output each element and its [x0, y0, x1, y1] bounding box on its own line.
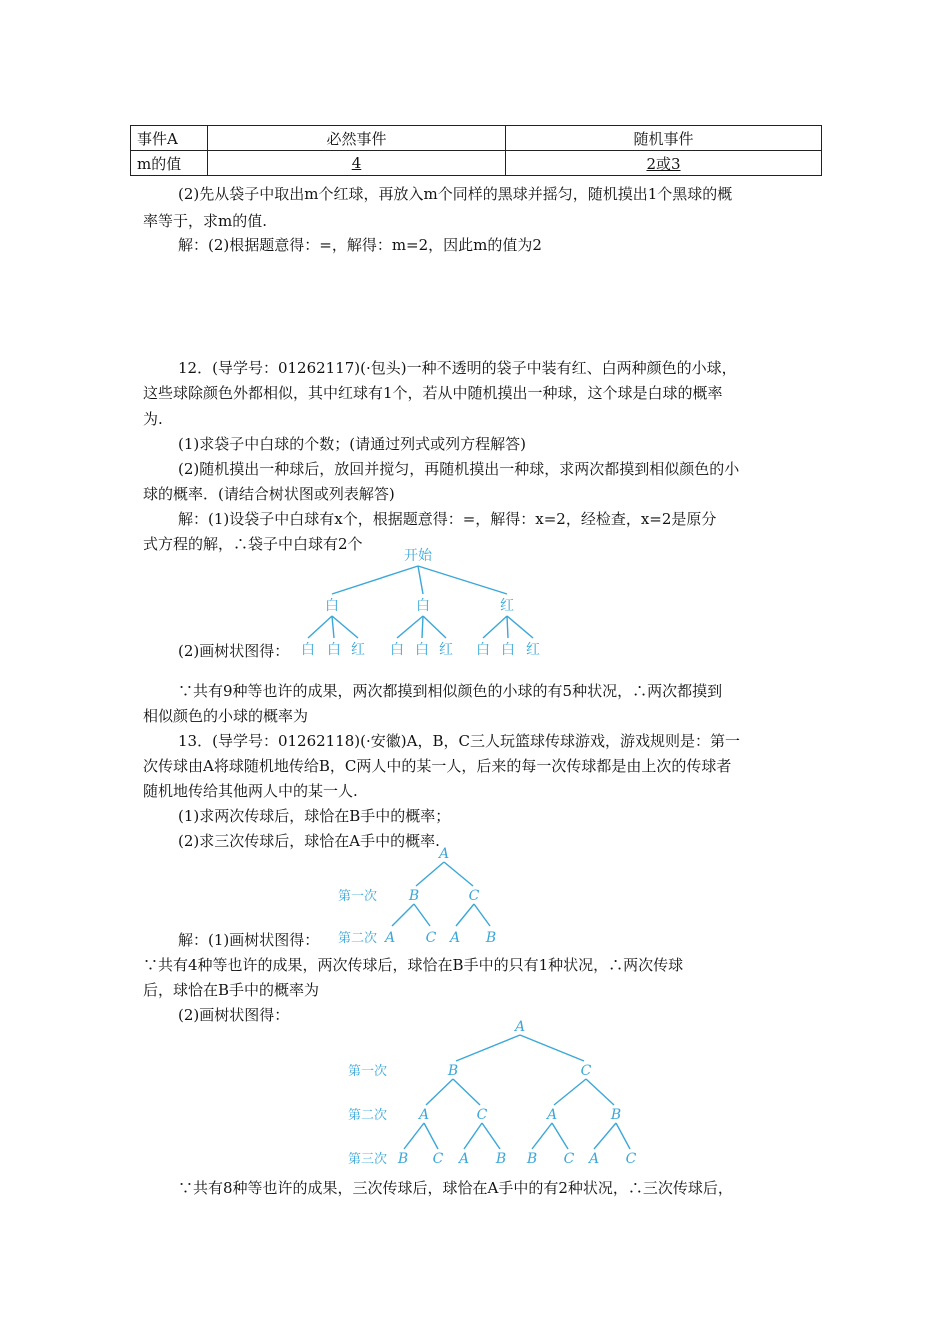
table-cell: m的值 [131, 151, 208, 176]
solution-line: 式方程的解，∴袋子中白球有2个 [143, 535, 363, 553]
question-line: 随机地传给其他两人中的某一人. [143, 782, 358, 800]
row-label: 第一次 [348, 1064, 388, 1079]
table-cell [208, 151, 506, 176]
row-label: 第三次 [348, 1152, 388, 1167]
tree-node: 白 [415, 642, 429, 658]
solution-line: 解：(2)根据题意得：=，解得：m=2，因此m的值为2 [178, 236, 542, 254]
question-line: (2)求三次传球后，球恰在A手中的概率. [178, 832, 440, 850]
solution-line: ∵共有8种等也许的成果，三次传球后，球恰在A手中的有2种状况，∴三次传球后， [178, 1179, 733, 1197]
solution-line: (2)画树状图得： [178, 642, 290, 660]
tree-node: B [447, 1063, 459, 1079]
question-line: 次传球由A将球随机地传给B，C两人中的某一人，后来的每一次传球都是由上次的传球者 [143, 757, 732, 775]
tree-diagram-three-passes [340, 1015, 650, 1170]
tree-node: 白 [327, 642, 341, 658]
tree-node: C [476, 1107, 488, 1123]
tree-node: 白 [501, 642, 515, 658]
solution-line: 解：(1)画树状图得： [178, 931, 320, 949]
table-row [131, 126, 822, 151]
tree-node: B [495, 1151, 507, 1167]
tree-node: C [580, 1063, 592, 1079]
table-row [131, 151, 822, 176]
question-line: 为. [143, 410, 163, 428]
question-line: (2)随机摸出一种球后，放回并搅匀，再随机摸出一种球，求两次都摸到相似颜色的小 [178, 460, 740, 478]
tree-node: C [432, 1151, 444, 1167]
question-line: (1)求两次传球后，球恰在B手中的概率； [178, 807, 451, 825]
solution-line: ∵共有4种等也许的成果，两次传球后，球恰在B手中的只有1种状况，∴两次传球 [143, 956, 684, 974]
tree-node: C [625, 1151, 637, 1167]
tree-node: 白 [416, 598, 430, 614]
table-cell: 随机事件 [506, 126, 822, 151]
tree-node: B [485, 930, 497, 946]
table-cell [506, 151, 822, 176]
tree-node: C [563, 1151, 575, 1167]
paragraph-line: (2)先从袋子中取出m个红球，再放入m个同样的黑球并摇匀，随机摸出1个黑球的概 [178, 185, 733, 203]
question-line: 12．(导学号：01262117)(·包头)一种不透明的袋子中装有红、白两种颜色的小球， [178, 359, 737, 377]
tree-node: B [408, 888, 420, 904]
paragraph-line: 率等于，求m的值. [143, 212, 267, 230]
tree-node: B [526, 1151, 538, 1167]
tree-node: B [397, 1151, 409, 1167]
tree-node: 红 [439, 642, 453, 658]
tree-node: 红 [526, 642, 540, 658]
tree-node: 红 [351, 642, 365, 658]
answer-blank: 4 [351, 154, 362, 172]
tree-node: 白 [301, 642, 315, 658]
question-line: (1)求袋子中白球的个数；(请通过列式或列方程解答) [178, 435, 526, 453]
table-cell: 事件A [131, 126, 208, 151]
tree-node: C [468, 888, 480, 904]
question-line: 这些球除颜色外都相似，其中红球有1个，若从中随机摸出一种球，这个球是白球的概率 [143, 384, 723, 402]
solution-line: 相似颜色的小球的概率为 [143, 707, 309, 725]
solution-line: 解：(1)设袋子中白球有x个，根据题意得：=，解得：x=2，经检查，x=2是原分 [178, 510, 717, 528]
tree-node: A [449, 930, 461, 946]
solution-line: 后，球恰在B手中的概率为 [143, 981, 320, 999]
tree-node: 白 [476, 642, 490, 658]
tree-diagram-color [290, 542, 560, 662]
tree-node: 开始 [404, 548, 432, 564]
question-line: 球的概率．(请结合树状图或列表解答) [143, 485, 395, 503]
tree-node: 白 [390, 642, 404, 658]
question-line: 13．(导学号：01262118)(·安徽)A，B，C三人玩篮球传球游戏，游戏规则是：第一 [178, 732, 740, 750]
solution-line: (2)画树状图得： [178, 1006, 290, 1024]
event-table [130, 125, 822, 176]
row-label: 第一次 [338, 889, 378, 904]
tree-node: B [610, 1107, 622, 1123]
tree-node: A [384, 930, 396, 946]
tree-node: A [514, 1019, 526, 1035]
tree-node: A [418, 1107, 430, 1123]
tree-node: A [438, 846, 450, 862]
table-cell: 必然事件 [208, 126, 506, 151]
solution-line: ∵共有9种等也许的成果，两次都摸到相似颜色的小球的有5种状况，∴两次都摸到 [178, 682, 723, 700]
tree-node: A [588, 1151, 600, 1167]
tree-node: A [458, 1151, 470, 1167]
row-label: 第二次 [338, 931, 378, 946]
answer-blank: 2或3 [646, 154, 681, 173]
tree-node: 白 [325, 598, 339, 614]
tree-diagram-two-passes [330, 842, 510, 947]
tree-node: A [546, 1107, 558, 1123]
row-label: 第二次 [348, 1108, 388, 1123]
tree-node: 红 [500, 598, 514, 614]
tree-node: C [425, 930, 437, 946]
